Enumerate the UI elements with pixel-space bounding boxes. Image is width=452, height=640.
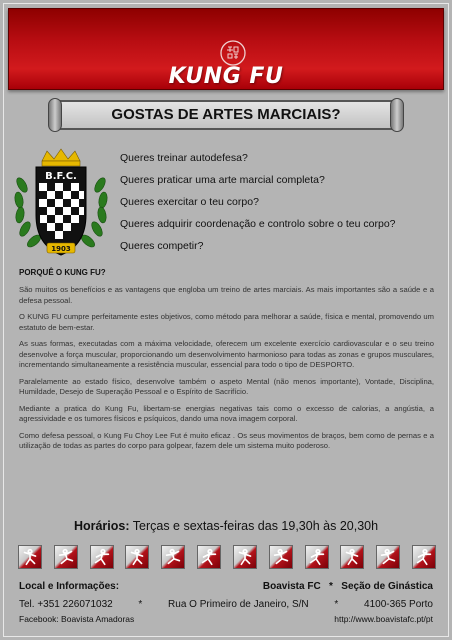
facebook-link[interactable]: Facebook: Boavista Amadoras <box>19 614 135 624</box>
footer-contact-row <box>19 581 433 592</box>
pose-icons-row <box>18 545 436 569</box>
question-item: Queres treinar autodefesa? <box>120 152 248 164</box>
question-item: Queres competir? <box>120 240 204 252</box>
separator-star: * <box>329 581 333 592</box>
phone: Tel. +351 226071032 <box>19 599 113 610</box>
separator-star: * <box>138 599 143 610</box>
banner-title: KUNG FU <box>168 64 284 89</box>
schedule-value: Terças e sextas-feiras das 19,30h às 20,30h <box>132 519 379 533</box>
footer-address-row <box>19 599 433 610</box>
question-item: Queres exercitar o teu corpo? <box>120 196 259 208</box>
crest-year: 1903 <box>51 245 71 253</box>
paragraph: Paralelamente ao estado físico, desenvolve também o aspeto Mental (não menos importante), Vontade, Disciplina, Humildade, Desejo de Superação Pessoal e o Espírito de Sacrifício. <box>19 376 434 396</box>
schedule-label: Horários: <box>73 519 130 533</box>
footer-links-row <box>19 614 433 624</box>
kung-fu-pose-icon <box>376 545 400 569</box>
question-item: Queres adquirir coordenação e controlo sobre o teu corpo? <box>120 218 396 230</box>
separator-star: * <box>334 599 339 610</box>
local-label: Local e Informações: <box>19 581 120 592</box>
headline-scroll <box>48 98 404 132</box>
paragraph: São muitos os benefícios e as vantagens que engloba um treino de artes marciais. As mais importantes são a saúde e a defesa pessoal. <box>19 285 434 305</box>
questions-list <box>120 150 445 260</box>
paragraph: As suas formas, executadas com a máxima velocidade, oferecem um excelente exercício cardiovascular e o seu treino desenvolve a força muscular, proporcionando um desenvolvimento harmonioso para todas as zonas e grupos musculares, incrementando simultaneamente a resistência muscular, essencial para todo o tipo de DESPORTO. <box>19 339 434 369</box>
body-text <box>19 285 434 458</box>
website-link[interactable]: http://www.boavistafc.pt/pt <box>334 614 433 624</box>
club-name: Boavista FC <box>262 581 321 592</box>
kung-fu-pose-icon <box>197 545 221 569</box>
kung-fu-pose-icon <box>161 545 185 569</box>
headline: GOSTAS DE ARTES MARCIAIS? <box>111 106 341 123</box>
boavista-crest-icon <box>12 145 110 263</box>
section-name: Seção de Ginástica <box>341 581 433 592</box>
kung-fu-pose-icon <box>90 545 114 569</box>
kung-fu-pose-icon <box>340 545 364 569</box>
kung-fu-pose-icon <box>269 545 293 569</box>
kung-fu-pose-icon <box>18 545 42 569</box>
postal-code: 4100-365 Porto <box>364 599 433 610</box>
crest-initials: B.F.C. <box>45 171 77 182</box>
schedule <box>0 519 452 533</box>
paragraph: O KUNG FU cumpre perfeitamente estes objetivos, como método para melhorar a saúde, física e mental, promovendo um estatuto de bem-estar. <box>19 312 434 332</box>
kung-fu-pose-icon <box>54 545 78 569</box>
paragraph: Como defesa pessoal, o Kung Fu Choy Lee Fut é muito eficaz . Os seus movimentos de braços, bem como de pernas e a utilização de todas as partes do corpo para golpear, fazem dele um sistema muito poderoso. <box>19 430 434 450</box>
kung-fu-pose-icon <box>233 545 257 569</box>
address: Rua O Primeiro de Janeiro, S/N <box>168 599 309 610</box>
kung-fu-pose-icon <box>305 545 329 569</box>
kung-fu-pose-icon <box>125 545 149 569</box>
title-banner <box>8 8 444 90</box>
kung-fu-pose-icon <box>412 545 436 569</box>
paragraph: Mediante a pratica do Kung Fu, libertam-se energias negativas tais como o excesso de calorias, a angústia, a agressividade e os tumores físicos e psíquicos, dando uma nova imagem corporal. <box>19 403 434 423</box>
section-heading: PORQUÊ O KUNG FU? <box>19 268 106 277</box>
question-item: Queres praticar uma arte marcial completa? <box>120 174 325 186</box>
club-section <box>263 581 433 592</box>
chinese-seal-icon <box>219 39 247 67</box>
